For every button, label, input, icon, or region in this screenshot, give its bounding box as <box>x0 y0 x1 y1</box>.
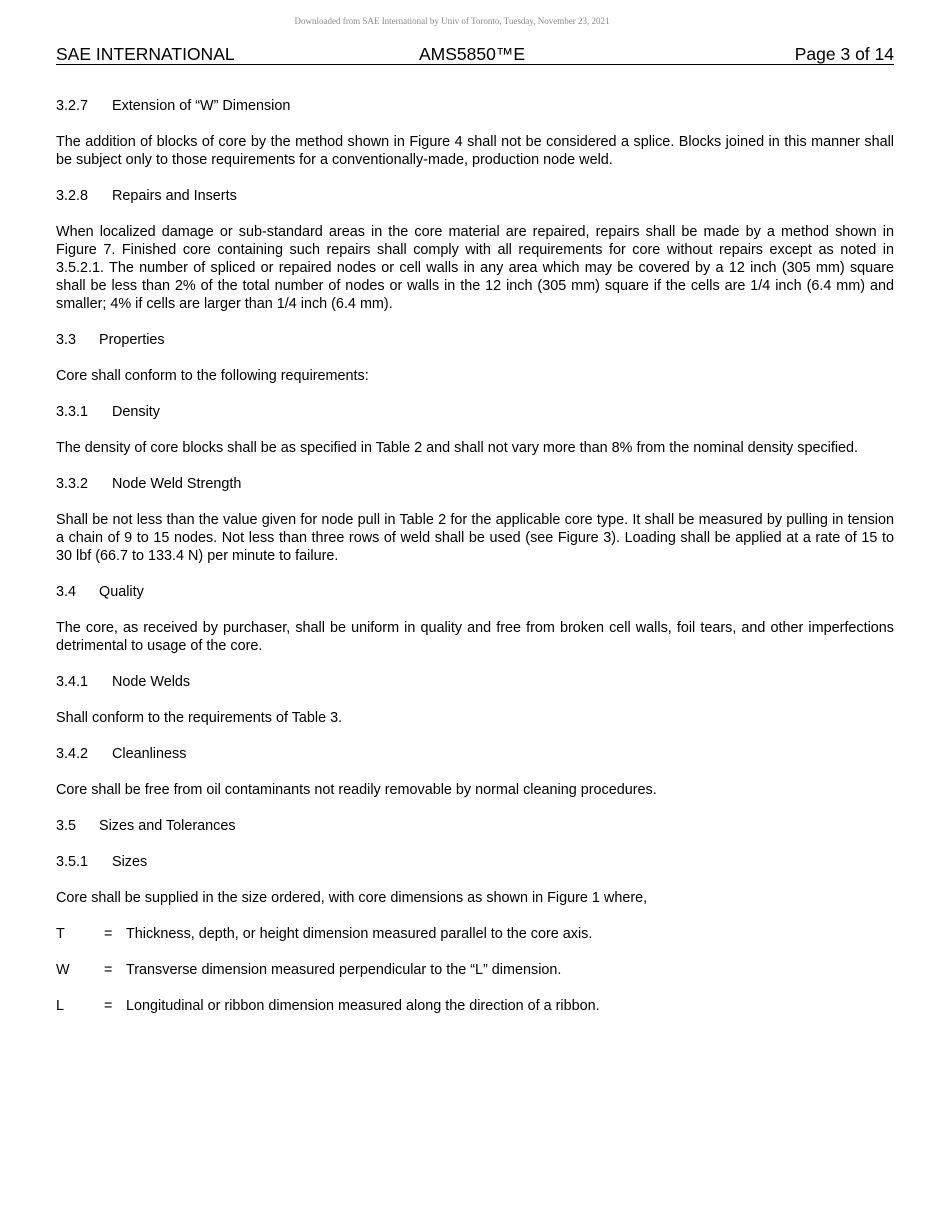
section-title: Quality <box>99 584 144 600</box>
definition-equals: = <box>104 926 113 942</box>
definition-equals: = <box>104 998 113 1014</box>
section-title: Repairs and Inserts <box>112 188 237 204</box>
definition-symbol: W <box>56 962 70 978</box>
section-title: Node Welds <box>112 674 191 690</box>
definition-row-t <box>56 925 894 943</box>
section-number: 3.4.2 <box>56 746 89 762</box>
section-body-3-5-1: Core shall be supplied in the size ordered, with core dimensions as shown in Figure 1 where, <box>56 890 648 906</box>
section-body-3-4-2: Core shall be free from oil contaminants not readily removable by normal cleaning procedures. <box>56 782 657 798</box>
section-title: Sizes and Tolerances <box>99 818 236 834</box>
section-title: Extension of “W” Dimension <box>112 98 291 114</box>
section-number: 3.5.1 <box>56 854 89 870</box>
section-title: Properties <box>99 332 165 348</box>
section-heading-3-3-1 <box>56 403 894 421</box>
document-body <box>56 97 894 1015</box>
section-title: Cleanliness <box>112 746 187 762</box>
definition-symbol: T <box>56 926 65 942</box>
definition-row-l <box>56 997 894 1015</box>
download-watermark: Downloaded from SAE International by Univ of Toronto, Tuesday, November 23, 2021 <box>294 16 610 26</box>
section-body-3-3: Core shall conform to the following requirements: <box>56 368 369 384</box>
section-title: Node Weld Strength <box>112 476 242 492</box>
section-heading-3-2-8 <box>56 187 894 205</box>
section-number: 3.5 <box>56 818 77 834</box>
section-number: 3.3.2 <box>56 476 89 492</box>
section-heading-3-3 <box>56 331 894 349</box>
definition-symbol: L <box>56 998 65 1014</box>
section-number: 3.3 <box>56 332 77 348</box>
section-heading-3-2-7 <box>56 97 894 115</box>
page-number: Page 3 of 14 <box>794 44 894 64</box>
section-number: 3.2.8 <box>56 188 89 204</box>
section-number: 3.4.1 <box>56 674 89 690</box>
section-body-3-3-1: The density of core blocks shall be as specified in Table 2 and shall not vary more than 8% from the nominal density specified. <box>56 440 859 456</box>
definition-text: Thickness, depth, or height dimension measured parallel to the core axis. <box>126 926 593 942</box>
section-heading-3-4 <box>56 583 894 601</box>
publisher-name: SAE INTERNATIONAL <box>56 44 235 64</box>
definition-text: Transverse dimension measured perpendicular to the “L” dimension. <box>126 962 562 978</box>
definition-row-w <box>56 961 894 979</box>
section-body-3-4: The core, as received by purchaser, shall be uniform in quality and free from broken cell walls, foil tears, and other imperfections detrimental to usage of the core. <box>56 620 894 654</box>
section-heading-3-5 <box>56 817 894 835</box>
page-header <box>56 44 894 65</box>
section-title: Sizes <box>112 854 148 870</box>
section-number: 3.4 <box>56 584 77 600</box>
section-heading-3-4-2 <box>56 745 894 763</box>
section-number: 3.3.1 <box>56 404 89 420</box>
section-title: Density <box>112 404 160 420</box>
definition-text: Longitudinal or ribbon dimension measured along the direction of a ribbon. <box>126 998 600 1014</box>
section-body-3-4-1: Shall conform to the requirements of Table 3. <box>56 710 343 726</box>
section-number: 3.2.7 <box>56 98 89 114</box>
section-heading-3-4-1 <box>56 673 894 691</box>
section-heading-3-3-2 <box>56 475 894 493</box>
definition-equals: = <box>104 962 113 978</box>
document-number: AMS5850™E <box>419 44 526 64</box>
section-body-3-3-2: Shall be not less than the value given for node pull in Table 2 for the applicable core type. It shall be measured by pulling in tension a chain of 9 to 15 nodes. Not less than three rows of weld shall be used (see Figure 3). Loading shall be applied at a rate of 15 to 30 lbf (66.7 to 133.4 N) per minute to failure. <box>56 512 894 564</box>
section-body-3-2-7: The addition of blocks of core by the method shown in Figure 4 shall not be considered a splice. Blocks joined in this manner shall be subject only to those requirements for a conventionally-made, production node weld. <box>56 134 894 168</box>
section-body-3-2-8: When localized damage or sub-standard areas in the core material are repaired, repairs shall be made by a method shown in Figure 7. Finished core containing such repairs shall comply with all requirements for core without repairs except as noted in 3.5.2.1. The number of spliced or repaired nodes or cell walls in any area which may be covered by a 12 inch (305 mm) square shall be less than 2% of the total number of nodes or walls in the 12 inch (305 mm) square if the cells are 1/4 inch (6.4 mm) and smaller; 4% if cells are larger than 1/4 inch (6.4 mm). <box>56 224 894 312</box>
section-heading-3-5-1 <box>56 853 894 871</box>
